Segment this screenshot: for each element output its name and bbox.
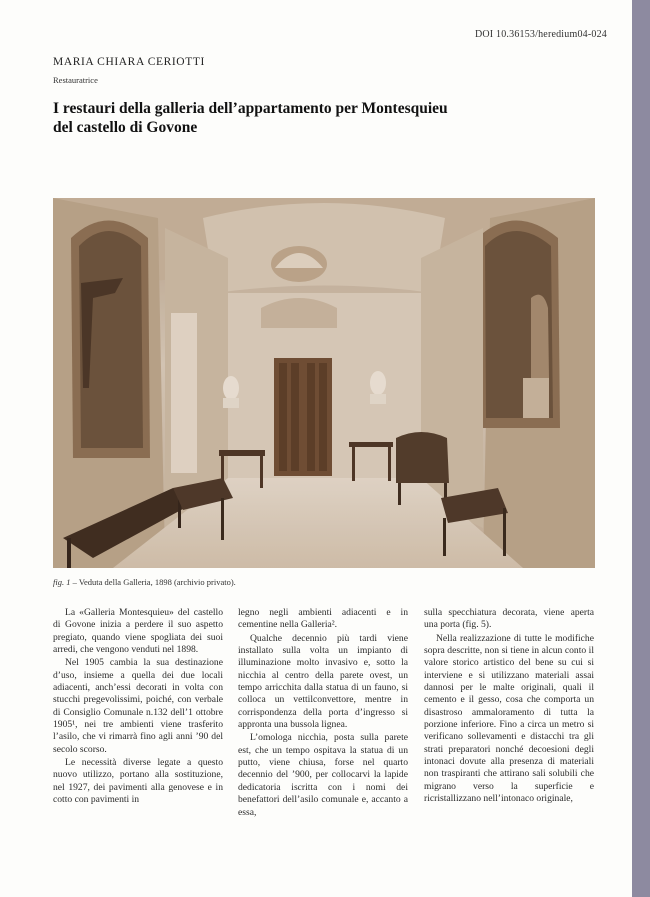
text-column-2 — [238, 607, 408, 820]
paragraph: sulla specchiatura decorata, viene aperta una porta (fig. 5). — [424, 607, 594, 631]
figure-caption-text: – Veduta della Galleria, 1898 (archivio privato). — [70, 577, 236, 587]
article-title-line-2: del castello di Govone — [53, 119, 198, 136]
article-title-line-1: I restauri della galleria dell’appartamento per Montesquieu — [53, 100, 448, 117]
paragraph: Qualche decennio più tardi viene installato sulla volta un impianto di illuminazione molto invasivo e, sotto la nicchia al centro della parete ovest, un tempo arricchita dalla statua di un fauno, si colloca un vettilconvettore, mentre in corrispondenza della porta d’ingresso si approntа una bussola lignea. — [238, 632, 408, 731]
article-title — [53, 99, 553, 137]
doi-identifier: DOI 10.36153/heredium04-024 — [474, 29, 607, 40]
paragraph: La «Galleria Montesquieu» del castello di Govone inizia a perdere il suo aspetto pregiato, quando viene spogliata dei suoi arredi, che vengono venduti nel 1898. — [53, 607, 223, 656]
paragraph: legno negli ambienti adiacenti e in cementine nella Galleria². — [238, 607, 408, 631]
figure-label: fig. 1 — [53, 577, 71, 587]
author-role: Restauratrice — [53, 75, 98, 85]
author-name: MARIA CHIARA CERIOTTI — [53, 56, 205, 68]
paragraph: Le necessità diverse legate a questo nuovo utilizzo, portano alla sostituzione, nel 1927, dei pavimenti alla genovese e in cotto con pavimenti in — [53, 757, 223, 806]
gallery-photograph — [53, 198, 595, 568]
paragraph: L’omologa nicchia, posta sulla parete est, che un tempo ospitava la statua di un putto, viene chiusa, forse nel quarto decennio del ’900, per collocarvi la lapide dedicatoria iscritta con i nomi dei benefattori dell’asilo comunale e, accanto a essa, — [238, 732, 408, 818]
side-color-band — [632, 0, 650, 897]
paragraph: Nella realizzazione di tutte le modifiche sopra descritte, non si tiene in alcun conto il valore storico artistico del bene su cui si interviene e si utilizzano materiali assai dannosi per le malte originali, quali il cemento e il gesso, cosa che comporta un disastroso ammaloramento di tutta la porzione inferiore. Fino a circa un metro si verificano sollevamenti e distacchi tra gli strati preparatori nonché decoesioni degli intonaci dovute alla presenza di materiali non traspiranti che attirano sali solubili che migrano verso la superficie e ricristallizzano nell’intonaco originale, — [424, 632, 594, 805]
figure-caption — [53, 577, 236, 587]
paragraph: Nel 1905 cambia la sua destinazione d’uso, insieme a quella dei due locali adiacenti, anch’essi decorati in volta con stucchi pregevolissimi, poiché, con verbale di Consiglio Comunale n.132 dell’1 ottobre 1905¹, nei tre ambienti viene trasferito l’asilo, che vi rimarrà fino agli anni ’90 del secolo scorso. — [53, 657, 223, 755]
text-column-3 — [424, 607, 594, 807]
text-column-1 — [53, 607, 223, 808]
